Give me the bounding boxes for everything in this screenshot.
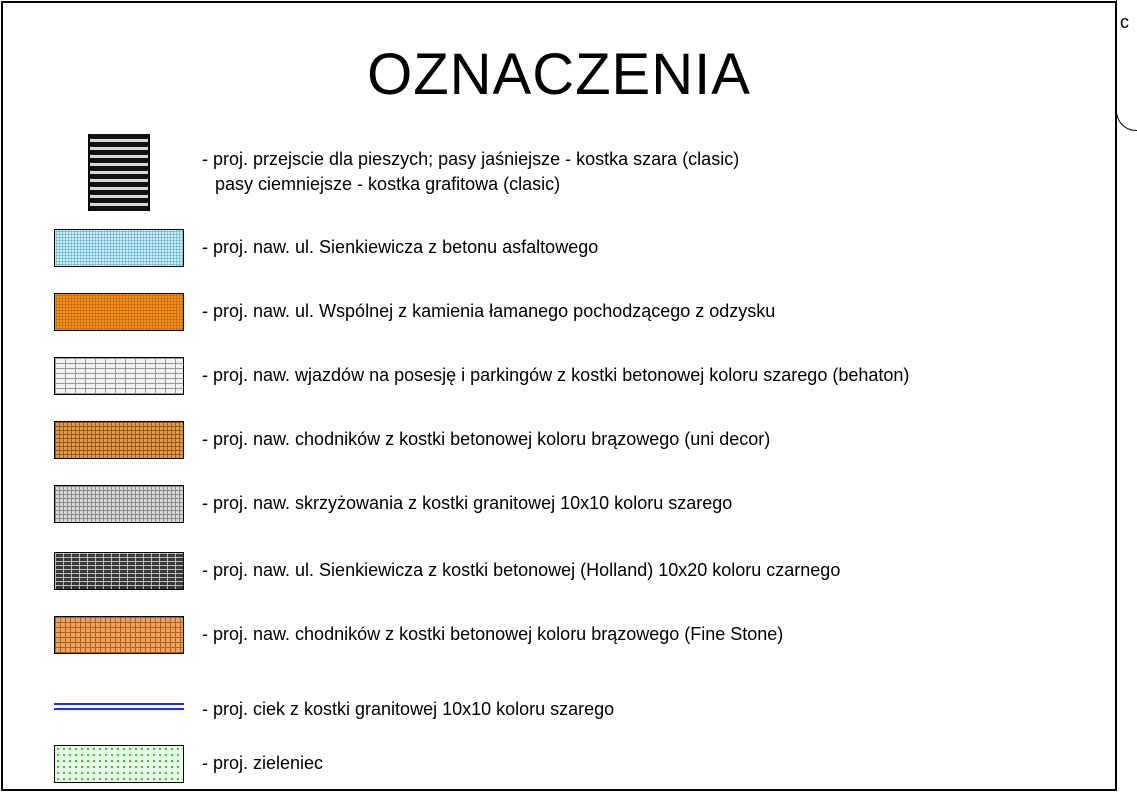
swatch-crushed-stone bbox=[54, 293, 184, 331]
swatch-asphalt bbox=[54, 229, 184, 267]
legend-label-granite: - proj. naw. skrzyżowania z kostki granitowej 10x10 koloru szarego bbox=[202, 493, 733, 513]
adjacent-drawing-edge bbox=[1116, 0, 1137, 131]
crossing-swatch bbox=[88, 134, 150, 211]
legend-label-gutter: - proj. ciek z kostki granitowej 10x10 koloru szarego bbox=[202, 699, 615, 719]
swatch-green-area bbox=[54, 745, 184, 783]
swatch-brown-paver-fine bbox=[54, 616, 184, 654]
legend-label-holland: - proj. naw. ul. Sienkiewicza z kostki betonowej (Holland) 10x20 koloru czarnego bbox=[202, 560, 841, 580]
legend-label-grey-paver: - proj. naw. wjazdów na posesję i parkingów z kostki betonowej koloru szarego (behaton) bbox=[202, 365, 910, 385]
legend-label-green-area: - proj. zieleniec bbox=[202, 753, 324, 773]
legend-title: OZNACZENIA bbox=[367, 42, 751, 107]
swatch-holland bbox=[54, 552, 184, 590]
swatch-grey-paver bbox=[54, 357, 184, 395]
legend-label-crossing-line2: pasy ciemniejsze - kostka grafitowa (clasic) bbox=[215, 174, 561, 194]
swatch-granite bbox=[54, 485, 184, 523]
legend-label-crossing: - proj. przejscie dla pieszych; pasy jaśniejsze - kostka szara (clasic) bbox=[202, 149, 740, 169]
legend-label-brown-paver-fine: - proj. naw. chodników z kostki betonowej koloru brązowego (Fine Stone) bbox=[202, 624, 784, 644]
legend-label-asphalt: - proj. naw. ul. Sienkiewicza z betonu asfaltowego bbox=[202, 237, 599, 257]
legend-label-crushed-stone: - proj. naw. ul. Wspólnej z kamienia łamanego pochodzącego z odzysku bbox=[202, 301, 776, 321]
side-letter: c bbox=[1120, 12, 1129, 32]
swatch-brown-paver-uni bbox=[54, 421, 184, 459]
legend-frame bbox=[1, 1, 1117, 791]
swatch-gutter-lines bbox=[54, 703, 184, 710]
legend-label-brown-paver-uni: - proj. naw. chodników z kostki betonowej koloru brązowego (uni decor) bbox=[202, 429, 771, 449]
